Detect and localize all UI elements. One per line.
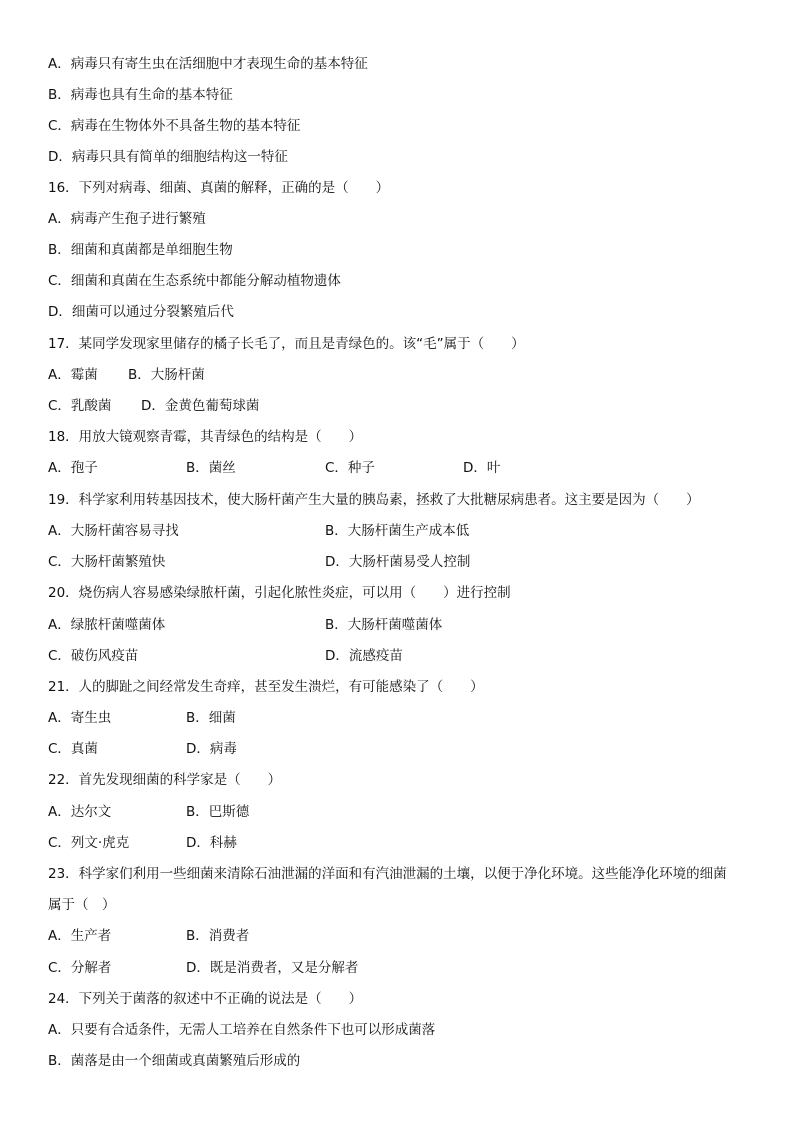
q22-option-b: B．巴斯德: [186, 804, 250, 820]
q23-option-d: D．既是消费者，又是分解者: [186, 960, 359, 976]
q15-option-d: D．病毒只具有简单的细胞结构这一特征: [48, 149, 288, 165]
q17-stem: 17．某同学发现家里储存的橘子长毛了，而且是青绿色的。该“毛”属于（ ）: [48, 336, 525, 352]
q23-stem-line2: 属于（ ）: [48, 897, 116, 913]
q16-option-c: C．细菌和真菌在生态系统中都能分解动植物遗体: [48, 273, 341, 289]
q15-option-a: A．病毒只有寄生虫在活细胞中才表现生命的基本特征: [48, 56, 368, 72]
q23-stem-line1: 23．科学家们利用一些细菌来清除石油泄漏的洋面和有汽油泄漏的土壤，以便于净化环境。这些能净化环境的细菌: [48, 866, 727, 882]
q16-option-b: B．细菌和真菌都是单细胞生物: [48, 242, 233, 258]
q17-option-c: C．乳酸菌: [48, 398, 112, 414]
q15-option-b: B．病毒也具有生命的基本特征: [48, 87, 233, 103]
q23-option-b: B．消费者: [186, 928, 250, 944]
q20-stem: 20．烧伤病人容易感染绿脓杆菌，引起化脓性炎症，可以用（ ）进行控制: [48, 585, 511, 601]
q20-option-c: C．破伤风疫苗: [48, 648, 139, 664]
q16-stem: 16．下列对病毒、细菌、真菌的解释，正确的是（ ）: [48, 180, 390, 196]
q20-option-b: B．大肠杆菌噬菌体: [325, 617, 443, 633]
q18-option-d: D．叶: [463, 460, 501, 476]
q17-option-b: B．大肠杆菌: [128, 367, 205, 383]
q21-option-d: D．病毒: [186, 741, 237, 757]
q22-stem: 22．首先发现细菌的科学家是（ ）: [48, 772, 282, 788]
q23-option-c: C．分解者: [48, 960, 112, 976]
q19-option-a: A．大肠杆菌容易寻找: [48, 523, 179, 539]
q23-option-a: A．生产者: [48, 928, 112, 944]
q24-option-a: A．只要有合适条件，无需人工培养在自然条件下也可以形成菌落: [48, 1022, 436, 1038]
q19-option-d: D．大肠杆菌易受人控制: [325, 554, 471, 570]
q19-option-c: C．大肠杆菌繁殖快: [48, 554, 166, 570]
q16-option-d: D．细菌可以通过分裂繁殖后代: [48, 304, 234, 320]
q15-option-c: C．病毒在生物体外不具备生物的基本特征: [48, 118, 301, 134]
q21-option-a: A．寄生虫: [48, 710, 112, 726]
q22-option-c: C．列文·虎克: [48, 835, 130, 851]
q18-stem: 18．用放大镜观察青霉，其青绿色的结构是（ ）: [48, 429, 363, 445]
q19-stem: 19．科学家利用转基因技术，使大肠杆菌产生大量的胰岛素，拯救了大批糖尿病患者。这主要是因为（ ）: [48, 492, 700, 508]
q20-option-a: A．绿脓杆菌噬菌体: [48, 617, 166, 633]
q22-option-a: A．达尔文: [48, 804, 112, 820]
q17-option-a: A．霉菌: [48, 367, 98, 383]
q21-option-c: C．真菌: [48, 741, 98, 757]
q18-option-a: A．孢子: [48, 460, 98, 476]
q20-option-d: D．流感疫苗: [325, 648, 403, 664]
q21-option-b: B．细菌: [186, 710, 236, 726]
q18-option-b: B．菌丝: [186, 460, 236, 476]
q18-option-c: C．种子: [325, 460, 375, 476]
q19-option-b: B．大肠杆菌生产成本低: [325, 523, 470, 539]
q21-stem: 21．人的脚趾之间经常发生奇痒，甚至发生溃烂，有可能感染了（ ）: [48, 679, 484, 695]
q24-option-b: B．菌落是由一个细菌或真菌繁殖后形成的: [48, 1053, 301, 1069]
q24-stem: 24．下列关于菌落的叙述中不正确的说法是（ ）: [48, 991, 363, 1007]
q17-option-d: D．金黄色葡萄球菌: [141, 398, 260, 414]
q16-option-a: A．病毒产生孢子进行繁殖: [48, 211, 206, 227]
q22-option-d: D．科赫: [186, 835, 237, 851]
